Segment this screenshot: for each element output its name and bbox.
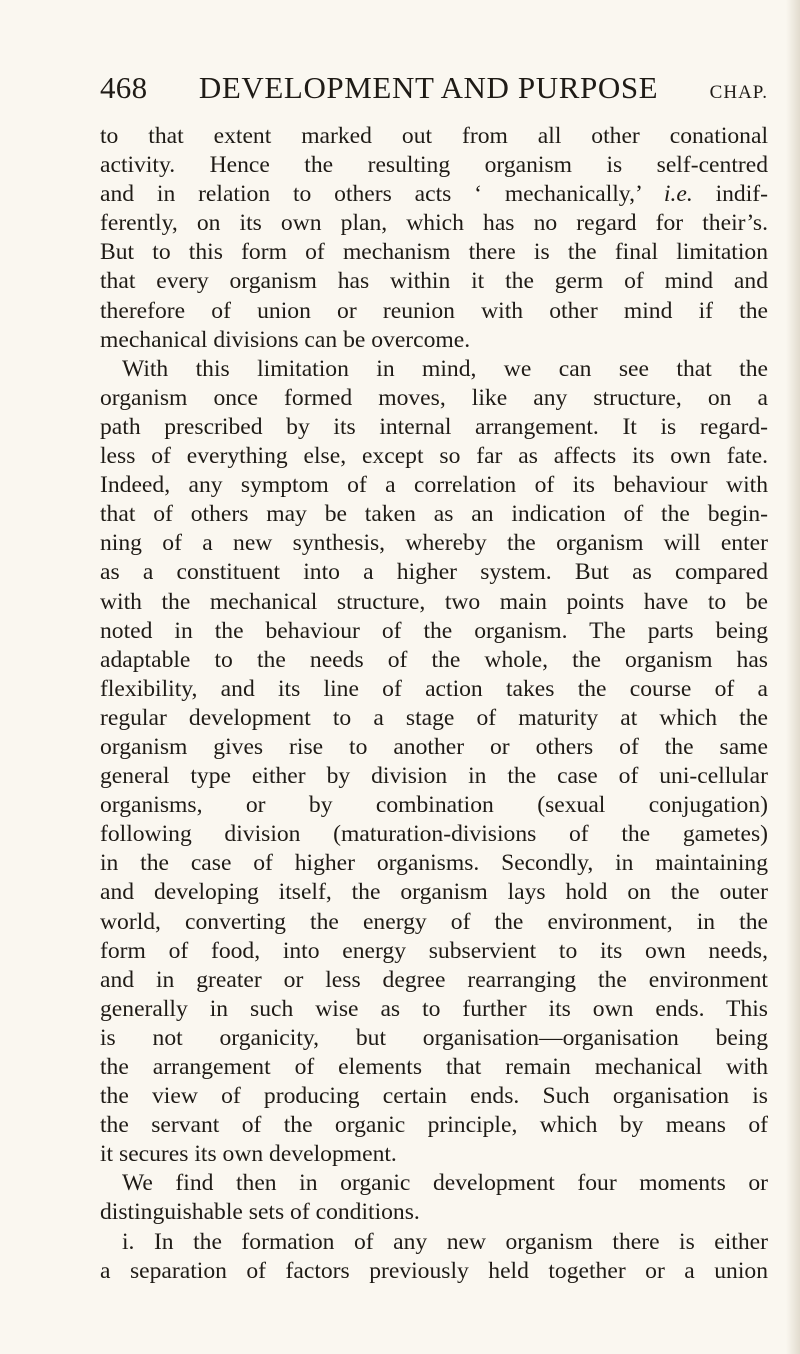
text-line: therefore of union or reunion with other mind if the: [100, 297, 768, 324]
text-line: We find then in organic development four moments or: [122, 1170, 768, 1197]
running-title: DEVELOPMENT AND PURPOSE: [198, 70, 659, 105]
text-line: to that extent marked out from all other conational: [100, 123, 768, 149]
text-line: flexibility, and its line of action takes the course of a: [100, 675, 768, 702]
text-line: that of others may be taken as an indication of the begin-: [100, 501, 768, 528]
text-line: i. In the formation of any new organism there is either: [122, 1228, 768, 1255]
text-line: the servant of the organic principle, which by means of: [100, 1112, 768, 1139]
text-line: a separation of factors previously held together or a union: [100, 1257, 768, 1284]
page-header: [100, 70, 768, 120]
italic-abbreviation: i.e.: [663, 181, 693, 208]
text-line: less of everything else, except so far as affects its own fate.: [100, 443, 768, 470]
text-line: But to this form of mechanism there is the final limitation: [100, 239, 768, 266]
text-line: the arrangement of elements that remain mechanical with: [100, 1054, 768, 1080]
text-line: organism gives rise to another or others of the same: [100, 733, 768, 760]
text-line: following division (maturation-divisions of the gametes): [100, 821, 768, 848]
text-line: adaptable to the needs of the whole, the organism has: [100, 646, 768, 673]
text-line: world, converting the energy of the environment, in the: [100, 908, 768, 935]
chapter-label: CHAP.: [709, 82, 768, 103]
text-line: with the mechanical structure, two main points have to be: [100, 588, 768, 615]
text-line: it secures its own development.: [100, 1141, 397, 1168]
text-line: in the case of higher organisms. Secondly, in maintaining: [100, 850, 768, 877]
text-line: and developing itself, the organism lays hold on the outer: [100, 879, 768, 906]
text-line: activity. Hence the resulting organism is self-centred: [100, 152, 768, 179]
book-page: [100, 70, 768, 1286]
body-text: [100, 122, 768, 1286]
text-line: ning of a new synthesis, whereby the organism will enter: [100, 530, 768, 557]
text-line: that every organism has within it the germ of mind and: [100, 268, 768, 295]
text-line: generally in such wise as to further its own ends. This: [100, 995, 768, 1022]
text-line: organisms, or by combination (sexual conjugation): [100, 792, 768, 819]
text-line: Indeed, any symptom of a correlation of its behaviour with: [100, 472, 768, 499]
text-line: and in relation to others acts ‘ mechanically,’ i.e. indif-: [100, 181, 768, 208]
text-line: is not organicity, but organisation—organisation being: [100, 1024, 768, 1051]
text-line: organism once formed moves, like any structure, on a: [100, 384, 768, 411]
text-line: as a constituent into a higher system. But as compared: [100, 559, 768, 586]
text-line: form of food, into energy subservient to its own needs,: [100, 937, 768, 964]
page-edge-shadow: [786, 0, 800, 1354]
text-line: noted in the behaviour of the organism. The parts being: [100, 617, 768, 644]
text-line: ferently, on its own plan, which has no regard for their’s.: [100, 210, 768, 237]
text-line: general type either by division in the case of uni-cellular: [100, 763, 768, 790]
page-number: 468: [100, 70, 148, 105]
text-line: the view of producing certain ends. Such organisation is: [100, 1083, 768, 1110]
text-line: mechanical divisions can be overcome.: [100, 326, 471, 353]
text-line: distinguishable sets of conditions.: [100, 1199, 420, 1226]
text-line: regular development to a stage of maturity at which the: [100, 704, 768, 731]
text-line: and in greater or less degree rearranging the environment: [100, 966, 768, 993]
text-line: path prescribed by its internal arrangement. It is regard-: [100, 413, 768, 440]
text-line: With this limitation in mind, we can see that the: [122, 355, 768, 382]
